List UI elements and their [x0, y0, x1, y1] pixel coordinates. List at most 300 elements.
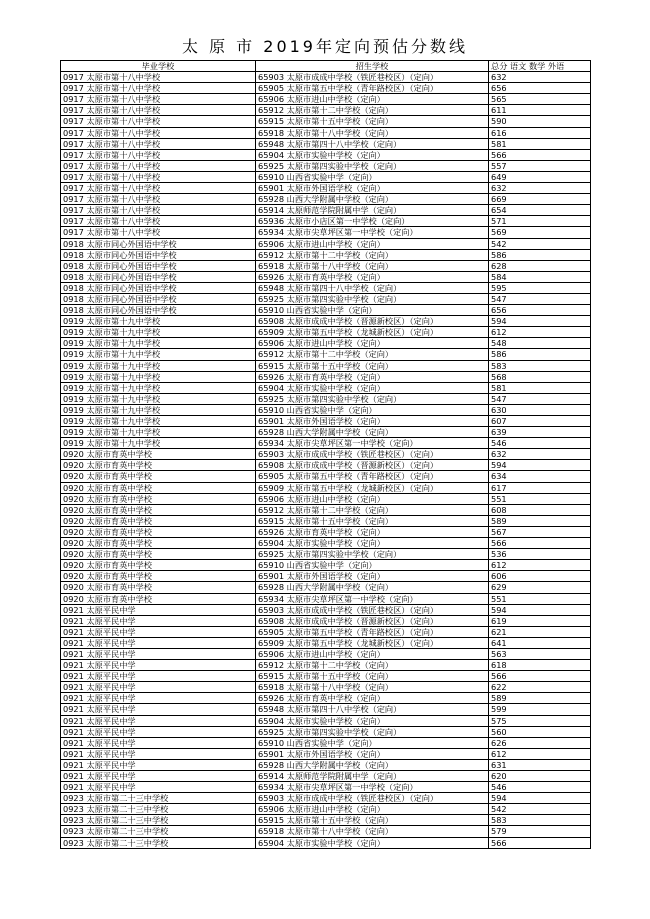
- graduate-school-name: 太原市育英中学校: [86, 538, 152, 549]
- table-row: [61, 538, 591, 549]
- admission-school-cell: [256, 94, 489, 105]
- graduate-school-name: 太原市同心外国语中学校: [86, 293, 177, 304]
- admission-school-cell: [256, 382, 489, 393]
- total-score: 607: [491, 416, 507, 426]
- admission-school-name: 太原市第四十八中学校（定向）: [286, 704, 402, 715]
- table-row: [61, 660, 591, 671]
- admission-school-code: 65912: [258, 660, 285, 671]
- admission-school-cell: [256, 371, 489, 382]
- total-score: 565: [491, 94, 507, 105]
- table-row: [61, 238, 591, 249]
- admission-school-name: 太原市第五中学校（青年路校区）（定向）: [286, 626, 439, 637]
- total-score-cell: [489, 793, 591, 804]
- graduate-school-code: 0920: [63, 515, 84, 526]
- admission-school-name: 太原市第十五中学校（定向）: [286, 815, 394, 826]
- admission-school-name: 太原市第十二中学校（定向）: [286, 504, 394, 515]
- table-row: [61, 782, 591, 793]
- total-score-cell: [489, 748, 591, 759]
- admission-school-code: 65925: [258, 549, 285, 560]
- total-score-cell: [489, 194, 591, 205]
- graduate-school-code: 0917: [63, 116, 84, 127]
- table-row: [61, 371, 591, 382]
- total-score-cell: [489, 815, 591, 826]
- total-score-cell: [489, 227, 591, 238]
- graduate-school-name: 太原平民中学: [86, 759, 136, 770]
- admission-school-name: 山西大学附属中学校（定向）: [286, 759, 394, 770]
- table-row: [61, 504, 591, 515]
- admission-school-code: 65906: [258, 493, 285, 504]
- admission-school-code: 65904: [258, 382, 285, 393]
- admission-school-cell: [256, 293, 489, 304]
- total-score-cell: [489, 704, 591, 715]
- admission-school-cell: [256, 105, 489, 116]
- admission-school-cell: [256, 682, 489, 693]
- total-score-cell: [489, 416, 591, 427]
- admission-school-name: 山西省实验中学（定向）: [286, 171, 377, 182]
- table-row: [61, 438, 591, 449]
- admission-school-name: 太原市尖草坪区第一中学校（定向）: [286, 593, 418, 604]
- graduate-school-cell: [61, 637, 256, 648]
- table-row: [61, 748, 591, 759]
- table-row: [61, 815, 591, 826]
- admission-school-cell: [256, 549, 489, 560]
- table-row: [61, 327, 591, 338]
- total-score: 626: [491, 737, 507, 748]
- admission-school-cell: [256, 449, 489, 460]
- admission-school-name: 太原市进山中学校（定向）: [286, 804, 385, 815]
- total-score: 563: [491, 648, 507, 659]
- admission-school-name: 太原市第四十八中学校（定向）: [286, 282, 402, 293]
- admission-school-name: 太原市成成中学校（铁匠巷校区）（定向）: [286, 449, 439, 460]
- total-score-cell: [489, 127, 591, 138]
- admission-school-cell: [256, 826, 489, 837]
- table-row: [61, 183, 591, 194]
- graduate-school-name: 太原市第十九中学校: [86, 438, 161, 449]
- total-score-cell: [489, 582, 591, 593]
- graduate-school-cell: [61, 782, 256, 793]
- table-header: [61, 61, 591, 72]
- total-score: 566: [491, 837, 507, 848]
- graduate-school-name: 太原市第十九中学校: [86, 393, 161, 404]
- total-score: 629: [491, 582, 507, 593]
- admission-school-cell: [256, 260, 489, 271]
- graduate-school-name: 太原市第十九中学校: [86, 404, 161, 415]
- admission-school-name: 太原市成成中学校（晋源新校区）（定向）: [286, 615, 439, 626]
- table-row: [61, 138, 591, 149]
- admission-school-name: 山西大学附属中学校（定向）: [286, 582, 394, 593]
- admission-school-code: 65901: [258, 571, 285, 582]
- total-score: 583: [491, 360, 507, 371]
- admission-school-code: 65910: [258, 737, 285, 748]
- admission-school-cell: [256, 83, 489, 94]
- total-score: 566: [491, 538, 507, 549]
- graduate-school-code: 0919: [63, 360, 84, 371]
- total-score: 608: [491, 504, 507, 515]
- admission-school-cell: [256, 837, 489, 848]
- admission-school-cell: [256, 404, 489, 415]
- graduate-school-cell: [61, 282, 256, 293]
- graduate-school-name: 太原平民中学: [86, 715, 136, 726]
- table-row: [61, 194, 591, 205]
- graduate-school-cell: [61, 160, 256, 171]
- graduate-school-name: 太原市第十九中学校: [86, 316, 161, 327]
- table-row: [61, 216, 591, 227]
- total-score-cell: [489, 471, 591, 482]
- table-row: [61, 615, 591, 626]
- admission-school-cell: [256, 615, 489, 626]
- admission-school-cell: [256, 194, 489, 205]
- admission-school-code: 65908: [258, 460, 285, 471]
- admission-school-cell: [256, 648, 489, 659]
- admission-school-code: 65908: [258, 316, 285, 327]
- graduate-school-code: 0919: [63, 404, 84, 415]
- total-score: 617: [491, 482, 507, 493]
- admission-school-code: 65928: [258, 582, 285, 593]
- graduate-school-code: 0919: [63, 371, 84, 382]
- admission-school-name: 太原市第四实验中学校（定向）: [286, 160, 402, 171]
- total-score-cell: [489, 105, 591, 116]
- admission-school-cell: [256, 704, 489, 715]
- total-score: 622: [491, 682, 507, 693]
- admission-school-code: 65925: [258, 293, 285, 304]
- table-row: [61, 682, 591, 693]
- admission-school-name: 太原市进山中学校（定向）: [286, 648, 385, 659]
- table-row: [61, 360, 591, 371]
- graduate-school-code: 0918: [63, 282, 84, 293]
- total-score: 618: [491, 660, 507, 671]
- admission-school-name: 太原市育英中学校（定向）: [286, 271, 385, 282]
- table-row: [61, 693, 591, 704]
- total-score-cell: [489, 660, 591, 671]
- graduate-school-cell: [61, 360, 256, 371]
- graduate-school-cell: [61, 371, 256, 382]
- graduate-school-cell: [61, 216, 256, 227]
- admission-school-name: 太原市外国语学校（定向）: [286, 416, 385, 426]
- total-score-cell: [489, 804, 591, 815]
- table-row: [61, 94, 591, 105]
- table-row: [61, 837, 591, 848]
- graduate-school-code: 0919: [63, 427, 84, 438]
- admission-school-name: 太原市尖草坪区第一中学校（定向）: [286, 782, 418, 793]
- graduate-school-name: 太原平民中学: [86, 771, 136, 781]
- admission-school-code: 65908: [258, 615, 285, 626]
- graduate-school-code: 0920: [63, 582, 84, 593]
- admission-school-name: 太原市实验中学校（定向）: [286, 837, 385, 848]
- admission-school-cell: [256, 637, 489, 648]
- total-score-cell: [489, 538, 591, 549]
- admission-school-cell: [256, 815, 489, 826]
- total-score: 616: [491, 127, 507, 138]
- admission-school-name: 太原市成成中学校（铁匠巷校区）（定向）: [286, 604, 439, 615]
- graduate-school-cell: [61, 449, 256, 460]
- total-score-cell: [489, 504, 591, 515]
- total-score: 547: [491, 293, 507, 304]
- graduate-school-code: 0917: [63, 127, 84, 138]
- total-score: 542: [491, 804, 507, 815]
- admission-school-name: 太原市第十二中学校（定向）: [286, 249, 394, 260]
- total-score: 632: [491, 72, 507, 83]
- admission-school-code: 65901: [258, 416, 285, 426]
- total-score: 656: [491, 83, 507, 94]
- graduate-school-code: 0917: [63, 171, 84, 182]
- total-score: 620: [491, 771, 507, 781]
- graduate-school-code: 0917: [63, 160, 84, 171]
- admission-school-code: 65925: [258, 726, 285, 737]
- admission-school-name: 山西省实验中学（定向）: [286, 305, 377, 316]
- total-score: 568: [491, 371, 507, 382]
- total-score-cell: [489, 427, 591, 438]
- graduate-school-name: 太原市第十八中学校: [86, 194, 161, 205]
- header-row: [61, 61, 591, 72]
- graduate-school-cell: [61, 626, 256, 637]
- table-row: [61, 759, 591, 770]
- graduate-school-name: 太原平民中学: [86, 671, 136, 682]
- total-score-cell: [489, 305, 591, 316]
- admission-school-name: 太原市尖草坪区第一中学校（定向）: [286, 227, 418, 238]
- total-score-cell: [489, 382, 591, 393]
- total-score: 590: [491, 116, 507, 127]
- table-row: [61, 205, 591, 216]
- total-score-cell: [489, 771, 591, 782]
- admission-school-name: 山西省实验中学（定向）: [286, 404, 377, 415]
- total-score-cell: [489, 571, 591, 582]
- graduate-school-name: 太原平民中学: [86, 782, 136, 793]
- total-score: 569: [491, 227, 507, 238]
- admission-school-name: 太原师范学院附属中学（定向）: [286, 205, 402, 216]
- table-row: [61, 493, 591, 504]
- admission-school-name: 太原市第四实验中学校（定向）: [286, 293, 402, 304]
- total-score-cell: [489, 160, 591, 171]
- total-score: 546: [491, 438, 507, 449]
- graduate-school-cell: [61, 715, 256, 726]
- graduate-school-name: 太原市第十八中学校: [86, 205, 161, 216]
- table-row: [61, 726, 591, 737]
- admission-school-cell: [256, 538, 489, 549]
- admission-school-name: 太原市第五中学校（青年路校区）（定向）: [286, 83, 439, 94]
- admission-school-code: 65918: [258, 682, 285, 693]
- graduate-school-cell: [61, 105, 256, 116]
- total-score-cell: [489, 205, 591, 216]
- total-score: 575: [491, 715, 507, 726]
- table-row: [61, 704, 591, 715]
- table-row: [61, 737, 591, 748]
- table-body: [61, 72, 591, 849]
- graduate-school-name: 太原市第十八中学校: [86, 171, 161, 182]
- admission-school-cell: [256, 660, 489, 671]
- admission-school-code: 65948: [258, 282, 285, 293]
- graduate-school-name: 太原市育英中学校: [86, 560, 152, 571]
- admission-school-code: 65915: [258, 116, 285, 127]
- table-row: [61, 282, 591, 293]
- admission-school-cell: [256, 127, 489, 138]
- admission-school-code: 65915: [258, 360, 285, 371]
- graduate-school-name: 太原市第十八中学校: [86, 83, 161, 94]
- graduate-school-cell: [61, 504, 256, 515]
- graduate-school-name: 太原市第十八中学校: [86, 127, 161, 138]
- admission-school-name: 太原市第十五中学校（定向）: [286, 360, 394, 371]
- admission-school-cell: [256, 316, 489, 327]
- graduate-school-cell: [61, 171, 256, 182]
- graduate-school-code: 0921: [63, 648, 84, 659]
- admission-school-code: 65901: [258, 183, 285, 194]
- total-score: 630: [491, 404, 507, 415]
- admission-school-cell: [256, 438, 489, 449]
- graduate-school-code: 0920: [63, 571, 84, 582]
- graduate-school-name: 太原平民中学: [86, 693, 136, 704]
- admission-school-code: 65904: [258, 837, 285, 848]
- admission-school-code: 65903: [258, 793, 285, 804]
- graduate-school-cell: [61, 615, 256, 626]
- table-row: [61, 227, 591, 238]
- total-score-cell: [489, 515, 591, 526]
- graduate-school-cell: [61, 416, 256, 427]
- graduate-school-cell: [61, 205, 256, 216]
- total-score-cell: [489, 648, 591, 659]
- graduate-school-code: 0923: [63, 826, 84, 837]
- graduate-school-code: 0917: [63, 72, 84, 83]
- header-admission-school: 招生学校: [256, 61, 489, 72]
- admission-school-cell: [256, 726, 489, 737]
- total-score: 656: [491, 305, 507, 316]
- graduate-school-cell: [61, 804, 256, 815]
- total-score: 551: [491, 493, 507, 504]
- table-row: [61, 449, 591, 460]
- graduate-school-name: 太原平民中学: [86, 704, 136, 715]
- graduate-school-name: 太原市第十八中学校: [86, 183, 161, 194]
- table-row: [61, 72, 591, 83]
- admission-school-code: 65904: [258, 149, 285, 160]
- admission-school-code: 65904: [258, 538, 285, 549]
- admission-school-code: 65904: [258, 715, 285, 726]
- total-score: 584: [491, 271, 507, 282]
- total-score: 621: [491, 626, 507, 637]
- graduate-school-cell: [61, 493, 256, 504]
- total-score-cell: [489, 482, 591, 493]
- total-score: 542: [491, 238, 507, 249]
- admission-school-name: 太原市第十五中学校（定向）: [286, 116, 394, 127]
- graduate-school-name: 太原市第二十三中学校: [86, 804, 169, 815]
- graduate-school-name: 太原市育英中学校: [86, 471, 152, 482]
- graduate-school-code: 0921: [63, 782, 84, 793]
- total-score-cell: [489, 449, 591, 460]
- graduate-school-cell: [61, 538, 256, 549]
- admission-school-cell: [256, 338, 489, 349]
- admission-school-name: 太原市进山中学校（定向）: [286, 493, 385, 504]
- graduate-school-cell: [61, 704, 256, 715]
- table-row: [61, 482, 591, 493]
- table-row: [61, 549, 591, 560]
- graduate-school-name: 太原市第十九中学校: [86, 360, 161, 371]
- total-score: 649: [491, 171, 507, 182]
- graduate-school-name: 太原市第十九中学校: [86, 382, 161, 393]
- admission-school-cell: [256, 715, 489, 726]
- admission-school-cell: [256, 626, 489, 637]
- table-row: [61, 515, 591, 526]
- total-score: 589: [491, 515, 507, 526]
- graduate-school-name: 太原市第十八中学校: [86, 105, 161, 116]
- total-score: 589: [491, 693, 507, 704]
- header-graduate-school: 毕业学校: [61, 61, 256, 72]
- graduate-school-code: 0920: [63, 593, 84, 604]
- total-score-cell: [489, 759, 591, 770]
- graduate-school-code: 0921: [63, 671, 84, 682]
- graduate-school-cell: [61, 471, 256, 482]
- graduate-school-name: 太原市同心外国语中学校: [86, 305, 177, 316]
- graduate-school-cell: [61, 382, 256, 393]
- admission-school-code: 65926: [258, 693, 285, 704]
- total-score-cell: [489, 171, 591, 182]
- admission-school-code: 65928: [258, 194, 285, 205]
- total-score-cell: [489, 183, 591, 194]
- admission-school-cell: [256, 593, 489, 604]
- graduate-school-name: 太原平民中学: [86, 615, 136, 626]
- table-row: [61, 671, 591, 682]
- admission-school-name: 山西大学附属中学校（定向）: [286, 194, 394, 205]
- graduate-school-code: 0918: [63, 305, 84, 316]
- graduate-school-cell: [61, 837, 256, 848]
- graduate-school-cell: [61, 593, 256, 604]
- graduate-school-name: 太原市第十八中学校: [86, 138, 161, 149]
- graduate-school-cell: [61, 72, 256, 83]
- graduate-school-code: 0919: [63, 349, 84, 360]
- total-score: 566: [491, 671, 507, 682]
- table-row: [61, 338, 591, 349]
- total-score: 581: [491, 382, 507, 393]
- admission-school-code: 65905: [258, 626, 285, 637]
- graduate-school-cell: [61, 183, 256, 194]
- admission-school-code: 65948: [258, 704, 285, 715]
- graduate-school-name: 太原平民中学: [86, 726, 136, 737]
- table-row: [61, 582, 591, 593]
- graduate-school-code: 0918: [63, 249, 84, 260]
- table-row: [61, 260, 591, 271]
- admission-school-cell: [256, 604, 489, 615]
- admission-school-cell: [256, 149, 489, 160]
- admission-school-name: 太原市第十五中学校（定向）: [286, 515, 394, 526]
- graduate-school-cell: [61, 671, 256, 682]
- graduate-school-code: 0918: [63, 238, 84, 249]
- graduate-school-cell: [61, 271, 256, 282]
- table-row: [61, 560, 591, 571]
- graduate-school-name: 太原市第二十三中学校: [86, 837, 169, 848]
- admission-school-code: 65910: [258, 404, 285, 415]
- admission-school-name: 太原市成成中学校（铁匠巷校区）（定向）: [286, 793, 439, 804]
- table-row: [61, 382, 591, 393]
- total-score: 595: [491, 282, 507, 293]
- total-score-cell: [489, 682, 591, 693]
- graduate-school-name: 太原平民中学: [86, 660, 136, 671]
- admission-school-code: 65903: [258, 72, 285, 83]
- total-score-cell: [489, 460, 591, 471]
- graduate-school-code: 0921: [63, 626, 84, 637]
- admission-school-name: 太原市第十八中学校（定向）: [286, 826, 394, 837]
- graduate-school-cell: [61, 826, 256, 837]
- graduate-school-name: 太原市育英中学校: [86, 526, 152, 537]
- graduate-school-cell: [61, 349, 256, 360]
- admission-school-cell: [256, 526, 489, 537]
- graduate-school-cell: [61, 660, 256, 671]
- admission-school-code: 65914: [258, 205, 285, 216]
- graduate-school-name: 太原市第十九中学校: [86, 371, 161, 382]
- total-score: 634: [491, 471, 507, 482]
- graduate-school-code: 0919: [63, 393, 84, 404]
- graduate-school-cell: [61, 116, 256, 127]
- total-score-cell: [489, 737, 591, 748]
- admission-school-name: 太原市第四十八中学校（定向）: [286, 138, 402, 149]
- admission-school-cell: [256, 671, 489, 682]
- graduate-school-name: 太原市第二十三中学校: [86, 826, 169, 837]
- graduate-school-cell: [61, 771, 256, 782]
